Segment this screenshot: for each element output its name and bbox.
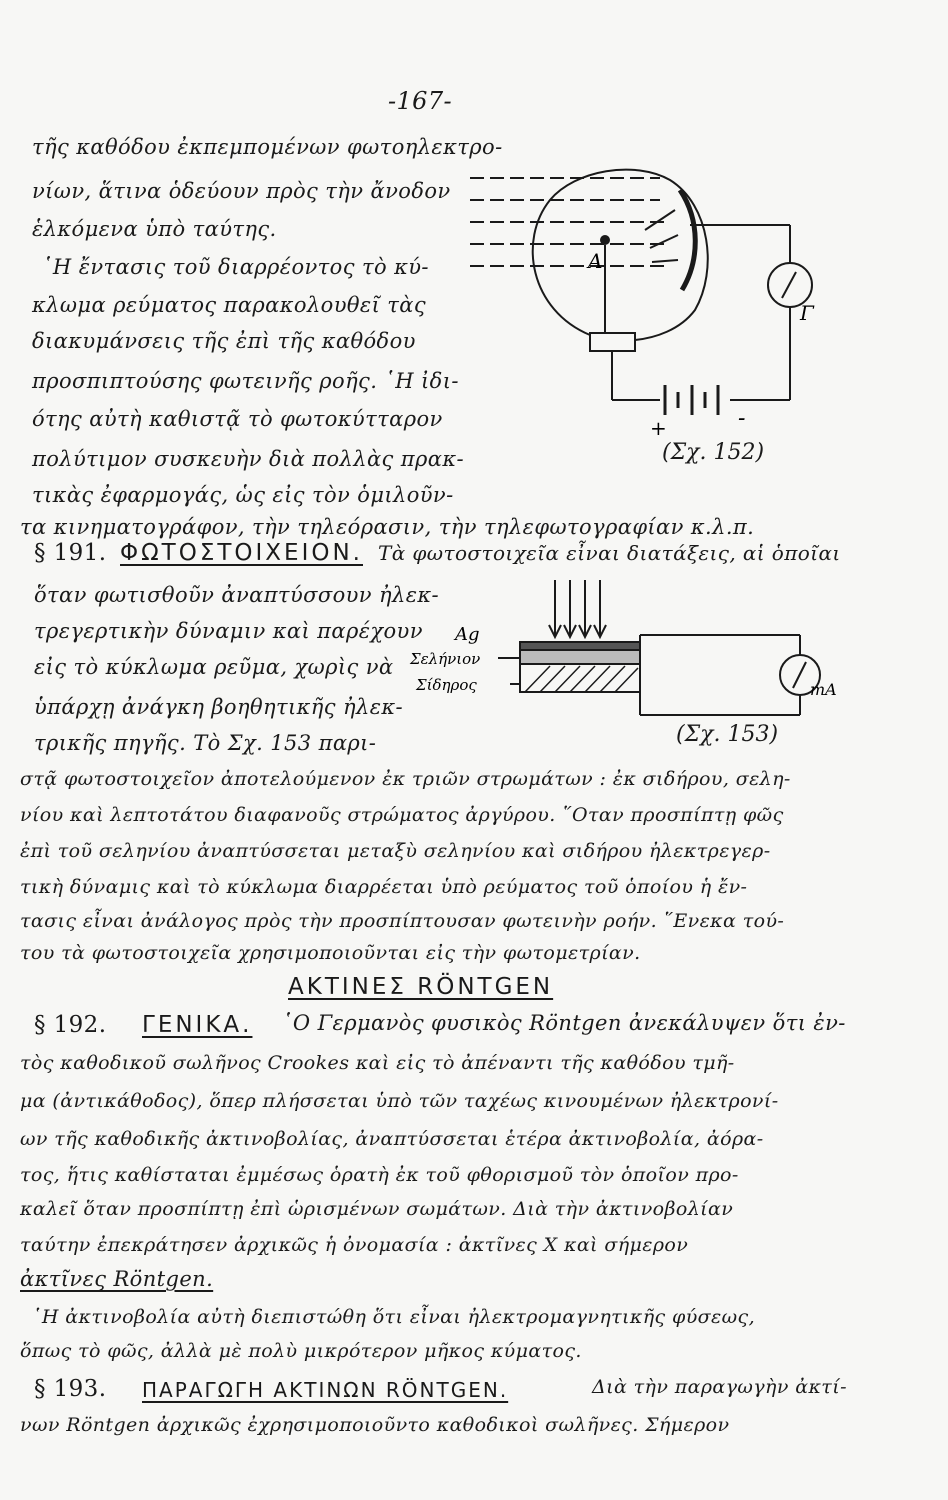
figure-152-caption: (Σχ. 152): [662, 440, 765, 465]
text-line: ταύτην ἐπεκράτησεν ἀρχικῶς ἡ ὀνομασία : ἀκτῖνες Χ καὶ σήμερον: [20, 1234, 689, 1256]
page-number: -167-: [388, 87, 453, 115]
text-line: προσπιπτούσης φωτεινῆς ροῆς. ῾Η ἰδι-: [32, 369, 459, 393]
text-line: καλεῖ ὅταν προσπίπτῃ ἐπὶ ὡρισμένων σωμάτων. Διὰ τὴν ἀκτινοβολίαν: [20, 1198, 734, 1220]
text-line-underlined: ἀκτῖνες Röntgen.: [20, 1267, 214, 1291]
text-line: τρεγερτικὴν δύναμιν καὶ παρέχουν: [34, 619, 423, 643]
text-line: ὑπάρχῃ ἀνάγκη βοηθητικῆς ἠλεκ-: [34, 695, 404, 719]
figure-153-caption: (Σχ. 153): [676, 722, 779, 747]
text-line: ῾Η ἔντασις τοῦ διαρρέοντος τὸ κύ-: [42, 255, 429, 279]
text-line: ότης αὐτὴ καθιστᾷ τὸ φωτοκύτταρον: [32, 407, 443, 431]
text-line: κλωμα ρεύματος παρακολουθεῖ τὰς: [32, 293, 427, 317]
text-line: Τὰ φωτοστοιχεῖα εἶναι διατάξεις, αἱ ὁποῖαι: [378, 541, 841, 565]
section-193-number: § 193.: [34, 1376, 107, 1402]
bulb-base: [590, 333, 635, 351]
battery-minus: -: [738, 406, 746, 431]
text-line: Διὰ τὴν παραγωγὴν ἀκτί-: [592, 1376, 847, 1398]
text-line: ῾Ο Γερμανὸς φυσικὸς Röntgen ἀνεκάλυψεν ὅτι ἐν-: [282, 1011, 846, 1035]
text-line: τικὴ δύναμις καὶ τὸ κύκλωμα διαρρέεται ὑπὸ ρεύματος τοῦ ὁποίου ἡ ἔν-: [20, 876, 748, 898]
section-193-title: ΠΑΡΑΓΩΓΗ ΑΚΤΙΝΩΝ RÖNTGEN.: [142, 1378, 509, 1402]
text-line: νίου καὶ λεπτοτάτου διαφανοῦς στρώματος ἀργύρου. ῞Οταν προσπίπτῃ φῶς: [20, 804, 784, 826]
text-line: ὅταν φωτισθοῦν ἀναπτύσσουν ἠλεκ-: [34, 583, 440, 607]
text-line: τὸς καθοδικοῦ σωλῆνος Crookes καὶ εἰς τὸ ἀπέναντι τῆς καθόδου τμῆ-: [20, 1052, 735, 1074]
text-line: τασις εἶναι ἀνάλογος πρὸς τὴν προσπίπτουσαν φωτεινὴν ροήν. ῞Ενεκα τού-: [20, 910, 785, 932]
text-line: ων τῆς καθοδικῆς ἀκτινοβολίας, ἀναπτύσσεται ἑτέρα ἀκτινοβολία, ἀόρα-: [20, 1128, 764, 1150]
text-line: νων Röntgen ἀρχικῶς ἐχρησιμοποιοῦντο καθοδικοὶ σωλῆνες. Σήμερον: [20, 1414, 730, 1436]
text-line: μα (ἀντικάθοδος), ὅπερ πλήσσεται ὑπὸ τῶν ταχέως κινουμένων ἠλεκτρονί-: [20, 1090, 779, 1112]
text-line: ἑλκόμενα ὑπὸ ταύτης.: [32, 217, 277, 241]
text-line: στᾷ φωτοστοιχεῖον ἀποτελούμενον ἐκ τριῶν στρωμάτων : ἐκ σιδήρου, σελη-: [20, 768, 791, 790]
text-line: τῆς καθόδου ἐκπεμπομένων φωτοηλεκτρο-: [32, 135, 503, 159]
section-191-title: ΦΩΤΟΣΤΟΙΧΕΙΟΝ.: [120, 540, 363, 566]
chapter-title: ΑΚΤΙΝΕΣ RÖNTGEN: [288, 974, 554, 1000]
text-line: τος, ἥτις καθίσταται ἐμμέσως ὁρατὴ ἐκ τοῦ φθορισμοῦ τὸν ὁποῖον προ-: [20, 1164, 739, 1186]
text-line: πολύτιμον συσκευὴν διὰ πολλὰς πρακ-: [32, 447, 464, 471]
label-selenium: Σελήνιον: [410, 650, 481, 668]
text-line: τρικῆς πηγῆς. Τὸ Σχ. 153 παρι-: [34, 731, 377, 755]
text-line: ἐπὶ τοῦ σεληνίου ἀναπτύσσεται μεταξὺ σεληνίου καὶ σιδήρου ἠλεκτρεγερ-: [20, 840, 771, 862]
text-line: διακυμάνσεις τῆς ἐπὶ τῆς καθόδου: [32, 329, 416, 353]
figure-153-photoelement: [410, 580, 850, 740]
text-line: τα κινηματογράφον, τὴν τηλεόρασιν, τὴν τηλεφωτογραφίαν κ.λ.π.: [20, 515, 755, 539]
text-line: του τὰ φωτοστοιχεῖα χρησιμοποιοῦνται εἰς τὴν φωτομετρίαν.: [20, 942, 641, 964]
text-line: ῾Η ἀκτινοβολία αὐτὴ διεπιστώθη ὅτι εἶναι ἠλεκτρομαγνητικῆς φύσεως,: [32, 1306, 756, 1328]
section-192-number: § 192.: [34, 1012, 107, 1038]
section-192-title: ΓΕΝΙΚΑ.: [142, 1012, 253, 1038]
text-line: εἰς τὸ κύκλωμα ρεῦμα, χωρὶς νὰ: [34, 655, 394, 679]
battery-plus: +: [650, 416, 667, 440]
label-iron: Σίδηρος: [416, 676, 477, 694]
text-line: τικὰς ἐφαρμογάς, ὡς εἰς τὸν ὁμιλοῦν-: [32, 483, 454, 507]
anode-label: A: [588, 249, 603, 273]
label-ag: Ag: [455, 624, 480, 645]
meter-label: Γ: [800, 301, 814, 325]
figure-152-photocell: [460, 150, 814, 470]
text-line: ὅπως τὸ φῶς, ἀλλὰ μὲ πολὺ μικρότερον μῆκος κύματος.: [20, 1340, 582, 1362]
milliammeter-label: mA: [810, 680, 837, 699]
section-191-number: § 191.: [34, 540, 107, 566]
text-line: νίων, ἅτινα ὁδεύουν πρὸς τὴν ἄνοδον: [32, 179, 451, 203]
